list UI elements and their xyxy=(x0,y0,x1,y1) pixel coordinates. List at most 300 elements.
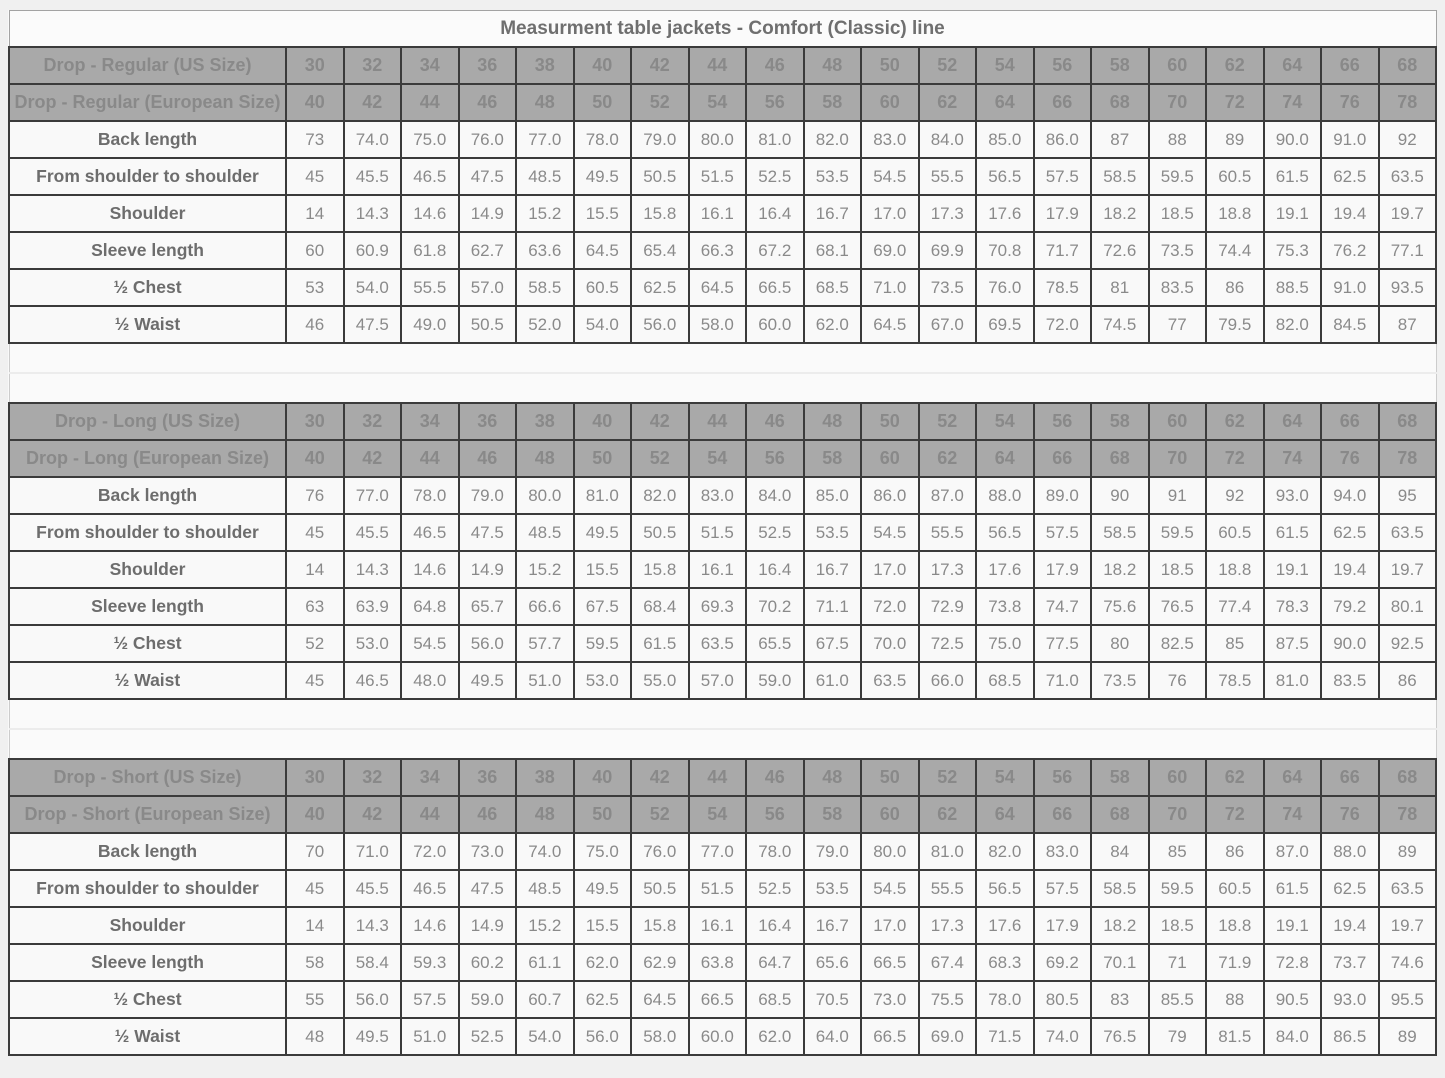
measure-value-cell: 50.5 xyxy=(459,306,517,343)
eu-size-header-cell: 74 xyxy=(1264,796,1322,833)
measure-value-cell: 85 xyxy=(1206,625,1264,662)
measure-value-cell: 46.5 xyxy=(401,514,459,551)
measure-value-cell: 82.0 xyxy=(976,833,1034,870)
measure-value-cell: 70 xyxy=(286,833,344,870)
measure-value-cell: 54.5 xyxy=(861,158,919,195)
eu-size-header-cell: 70 xyxy=(1149,796,1207,833)
eu-size-header-cell: 72 xyxy=(1206,440,1264,477)
measure-value-cell: 16.1 xyxy=(689,907,747,944)
eu-size-header-cell: 42 xyxy=(344,440,402,477)
eu-size-header-cell: 52 xyxy=(631,796,689,833)
measure-value-cell: 46 xyxy=(286,306,344,343)
eu-size-header-cell: 78 xyxy=(1379,84,1437,121)
measure-value-cell: 59.5 xyxy=(1149,514,1207,551)
measure-value-cell: 55.5 xyxy=(919,870,977,907)
measure-value-cell: 14.3 xyxy=(344,195,402,232)
table-title: Measurment table jackets - Comfort (Classic) line xyxy=(9,11,1436,48)
measure-value-cell: 79 xyxy=(1149,1018,1207,1055)
long-size-row-label: Drop - Long (US Size) xyxy=(9,403,286,440)
section-spacer-row xyxy=(9,699,1436,729)
short-measure-row xyxy=(9,981,1436,1018)
measure-value-cell: 82.0 xyxy=(804,121,862,158)
eu-size-header-cell: 52 xyxy=(631,440,689,477)
measure-value-cell: 55 xyxy=(286,981,344,1018)
measure-value-cell: 58.0 xyxy=(631,1018,689,1055)
measure-value-cell: 17.0 xyxy=(861,907,919,944)
measure-value-cell: 67.5 xyxy=(804,625,862,662)
measure-value-cell: 16.1 xyxy=(689,195,747,232)
measure-value-cell: 81.0 xyxy=(1264,662,1322,699)
measure-value-cell: 94.0 xyxy=(1321,477,1379,514)
measure-row-label: ½ Chest xyxy=(9,981,286,1018)
measure-value-cell: 64.7 xyxy=(746,944,804,981)
eu-size-header-cell: 64 xyxy=(976,796,1034,833)
measure-value-cell: 75.0 xyxy=(574,833,632,870)
measure-value-cell: 60.0 xyxy=(689,1018,747,1055)
measure-value-cell: 48.5 xyxy=(516,870,574,907)
measure-value-cell: 15.5 xyxy=(574,551,632,588)
measure-value-cell: 80.0 xyxy=(689,121,747,158)
measure-value-cell: 76.0 xyxy=(631,833,689,870)
measure-value-cell: 61.5 xyxy=(1264,514,1322,551)
measure-value-cell: 45 xyxy=(286,158,344,195)
measure-value-cell: 78.5 xyxy=(1034,269,1092,306)
section-spacer-cell xyxy=(9,373,1436,403)
measure-value-cell: 83 xyxy=(1091,981,1149,1018)
measure-value-cell: 72.5 xyxy=(919,625,977,662)
measure-value-cell: 49.0 xyxy=(401,306,459,343)
measurement-table-body xyxy=(9,47,1436,1055)
measure-row-label: ½ Waist xyxy=(9,1018,286,1055)
measure-value-cell: 92 xyxy=(1206,477,1264,514)
measure-value-cell: 69.5 xyxy=(976,306,1034,343)
measure-value-cell: 72.0 xyxy=(1034,306,1092,343)
measure-value-cell: 79.5 xyxy=(1206,306,1264,343)
regular-eu-size-row xyxy=(9,84,1436,121)
measure-value-cell: 71.5 xyxy=(976,1018,1034,1055)
measure-value-cell: 59.0 xyxy=(746,662,804,699)
measure-value-cell: 90.0 xyxy=(1264,121,1322,158)
measure-value-cell: 18.2 xyxy=(1091,907,1149,944)
measure-value-cell: 59.5 xyxy=(1149,158,1207,195)
measure-value-cell: 53.5 xyxy=(804,870,862,907)
eu-size-header-cell: 64 xyxy=(976,84,1034,121)
regular-measure-row xyxy=(9,232,1436,269)
measure-value-cell: 78.0 xyxy=(574,121,632,158)
measure-value-cell: 78.0 xyxy=(976,981,1034,1018)
measure-value-cell: 70.8 xyxy=(976,232,1034,269)
measure-value-cell: 84.0 xyxy=(746,477,804,514)
measure-value-cell: 75.0 xyxy=(976,625,1034,662)
measure-value-cell: 64.5 xyxy=(861,306,919,343)
measure-value-cell: 64.5 xyxy=(574,232,632,269)
us-size-header-cell: 40 xyxy=(574,403,632,440)
eu-size-header-cell: 68 xyxy=(1091,440,1149,477)
measure-value-cell: 87.0 xyxy=(919,477,977,514)
measure-value-cell: 52.5 xyxy=(746,514,804,551)
measure-value-cell: 71.7 xyxy=(1034,232,1092,269)
us-size-header-cell: 56 xyxy=(1034,759,1092,796)
measure-value-cell: 70.2 xyxy=(746,588,804,625)
measure-value-cell: 86 xyxy=(1379,662,1437,699)
eu-size-header-cell: 54 xyxy=(689,84,747,121)
measure-value-cell: 56.0 xyxy=(574,1018,632,1055)
us-size-header-cell: 64 xyxy=(1264,759,1322,796)
eu-size-header-cell: 68 xyxy=(1091,796,1149,833)
measure-value-cell: 46.5 xyxy=(401,870,459,907)
measure-value-cell: 95.5 xyxy=(1379,981,1437,1018)
measure-value-cell: 72.0 xyxy=(861,588,919,625)
short-us-size-row xyxy=(9,759,1436,796)
measure-value-cell: 78.0 xyxy=(401,477,459,514)
measure-value-cell: 81.0 xyxy=(919,833,977,870)
measure-value-cell: 91 xyxy=(1149,477,1207,514)
measure-value-cell: 45.5 xyxy=(344,514,402,551)
measure-value-cell: 17.3 xyxy=(919,907,977,944)
eu-size-header-cell: 74 xyxy=(1264,440,1322,477)
measure-value-cell: 16.7 xyxy=(804,195,862,232)
measure-value-cell: 90.0 xyxy=(1321,625,1379,662)
measure-value-cell: 18.8 xyxy=(1206,551,1264,588)
measure-value-cell: 19.1 xyxy=(1264,195,1322,232)
measure-value-cell: 14.6 xyxy=(401,551,459,588)
measure-value-cell: 67.4 xyxy=(919,944,977,981)
measure-value-cell: 58.5 xyxy=(516,269,574,306)
measure-value-cell: 89 xyxy=(1206,121,1264,158)
measure-value-cell: 54.0 xyxy=(344,269,402,306)
measure-value-cell: 16.4 xyxy=(746,195,804,232)
measure-row-label: From shoulder to shoulder xyxy=(9,870,286,907)
measure-value-cell: 57.5 xyxy=(1034,870,1092,907)
measure-value-cell: 74.0 xyxy=(1034,1018,1092,1055)
measure-value-cell: 53.5 xyxy=(804,514,862,551)
measure-value-cell: 15.2 xyxy=(516,195,574,232)
measure-value-cell: 14 xyxy=(286,551,344,588)
us-size-header-cell: 52 xyxy=(919,759,977,796)
measure-value-cell: 65.6 xyxy=(804,944,862,981)
us-size-header-cell: 66 xyxy=(1321,403,1379,440)
measure-value-cell: 83.5 xyxy=(1149,269,1207,306)
measure-row-label: Shoulder xyxy=(9,195,286,232)
measure-value-cell: 68.5 xyxy=(746,981,804,1018)
measure-value-cell: 81.0 xyxy=(746,121,804,158)
eu-size-header-cell: 66 xyxy=(1034,796,1092,833)
measure-value-cell: 88 xyxy=(1206,981,1264,1018)
us-size-header-cell: 46 xyxy=(746,759,804,796)
us-size-header-cell: 50 xyxy=(861,47,919,84)
measure-value-cell: 56.0 xyxy=(459,625,517,662)
measure-value-cell: 54.5 xyxy=(861,514,919,551)
eu-size-header-cell: 76 xyxy=(1321,84,1379,121)
measure-value-cell: 49.5 xyxy=(459,662,517,699)
measure-value-cell: 14.9 xyxy=(459,907,517,944)
us-size-header-cell: 44 xyxy=(689,403,747,440)
measure-row-label: Sleeve length xyxy=(9,588,286,625)
measure-value-cell: 93.0 xyxy=(1321,981,1379,1018)
measure-value-cell: 64.8 xyxy=(401,588,459,625)
measure-value-cell: 57.7 xyxy=(516,625,574,662)
us-size-header-cell: 32 xyxy=(344,759,402,796)
measure-value-cell: 45 xyxy=(286,662,344,699)
measure-value-cell: 49.5 xyxy=(574,870,632,907)
measure-value-cell: 50.5 xyxy=(631,514,689,551)
eu-size-header-cell: 46 xyxy=(459,440,517,477)
measure-value-cell: 53.0 xyxy=(574,662,632,699)
measure-value-cell: 64.0 xyxy=(804,1018,862,1055)
measure-value-cell: 82.0 xyxy=(1264,306,1322,343)
measure-value-cell: 14.3 xyxy=(344,551,402,588)
measure-value-cell: 87.0 xyxy=(1264,833,1322,870)
measure-value-cell: 73.0 xyxy=(861,981,919,1018)
measure-value-cell: 51.0 xyxy=(516,662,574,699)
measure-row-label: Shoulder xyxy=(9,551,286,588)
measure-value-cell: 68.5 xyxy=(804,269,862,306)
measure-value-cell: 79.0 xyxy=(459,477,517,514)
measure-value-cell: 95 xyxy=(1379,477,1437,514)
measure-value-cell: 90 xyxy=(1091,477,1149,514)
measure-value-cell: 51.0 xyxy=(401,1018,459,1055)
measure-value-cell: 61.1 xyxy=(516,944,574,981)
measure-value-cell: 49.5 xyxy=(574,158,632,195)
eu-size-header-cell: 60 xyxy=(861,440,919,477)
measure-value-cell: 56.5 xyxy=(976,870,1034,907)
measure-value-cell: 73.5 xyxy=(1149,232,1207,269)
measure-value-cell: 60.2 xyxy=(459,944,517,981)
measure-value-cell: 15.8 xyxy=(631,907,689,944)
section-spacer-cell xyxy=(9,343,1436,373)
long-measure-row xyxy=(9,551,1436,588)
regular-size-row-label: Drop - Regular (US Size) xyxy=(9,47,286,84)
measure-value-cell: 19.4 xyxy=(1321,195,1379,232)
eu-size-header-cell: 54 xyxy=(689,440,747,477)
measure-value-cell: 17.3 xyxy=(919,551,977,588)
measure-value-cell: 47.5 xyxy=(459,870,517,907)
measure-value-cell: 83.0 xyxy=(861,121,919,158)
eu-size-header-cell: 72 xyxy=(1206,84,1264,121)
us-size-header-cell: 58 xyxy=(1091,47,1149,84)
us-size-header-cell: 46 xyxy=(746,47,804,84)
us-size-header-cell: 68 xyxy=(1379,403,1437,440)
measure-value-cell: 92.5 xyxy=(1379,625,1437,662)
measure-value-cell: 77.5 xyxy=(1034,625,1092,662)
measure-row-label: Back length xyxy=(9,477,286,514)
measure-value-cell: 69.9 xyxy=(919,232,977,269)
measure-value-cell: 16.4 xyxy=(746,907,804,944)
measure-value-cell: 67.5 xyxy=(574,588,632,625)
eu-size-header-cell: 44 xyxy=(401,84,459,121)
measure-value-cell: 46.5 xyxy=(344,662,402,699)
us-size-header-cell: 36 xyxy=(459,403,517,440)
measure-value-cell: 76.0 xyxy=(976,269,1034,306)
measure-value-cell: 53.0 xyxy=(344,625,402,662)
measure-value-cell: 79.0 xyxy=(631,121,689,158)
measure-value-cell: 86.0 xyxy=(861,477,919,514)
measure-value-cell: 66.5 xyxy=(689,981,747,1018)
measure-value-cell: 67.0 xyxy=(919,306,977,343)
measure-value-cell: 83.0 xyxy=(689,477,747,514)
eu-size-header-cell: 72 xyxy=(1206,796,1264,833)
measure-value-cell: 84.0 xyxy=(1264,1018,1322,1055)
measure-value-cell: 73.8 xyxy=(976,588,1034,625)
regular-measure-row xyxy=(9,121,1436,158)
measure-value-cell: 62.5 xyxy=(574,981,632,1018)
measure-value-cell: 16.4 xyxy=(746,551,804,588)
measure-value-cell: 57.0 xyxy=(459,269,517,306)
us-size-header-cell: 40 xyxy=(574,759,632,796)
measure-value-cell: 14.9 xyxy=(459,195,517,232)
us-size-header-cell: 36 xyxy=(459,759,517,796)
measure-value-cell: 62.9 xyxy=(631,944,689,981)
measure-value-cell: 47.5 xyxy=(459,514,517,551)
measure-value-cell: 48.0 xyxy=(401,662,459,699)
regular-measure-row xyxy=(9,269,1436,306)
us-size-header-cell: 48 xyxy=(804,759,862,796)
measure-value-cell: 70.0 xyxy=(861,625,919,662)
measure-value-cell: 17.9 xyxy=(1034,195,1092,232)
measure-value-cell: 63.5 xyxy=(861,662,919,699)
measure-row-label: Back length xyxy=(9,121,286,158)
measure-value-cell: 58.5 xyxy=(1091,514,1149,551)
measure-value-cell: 73.7 xyxy=(1321,944,1379,981)
measure-value-cell: 51.5 xyxy=(689,514,747,551)
measure-value-cell: 52.0 xyxy=(516,306,574,343)
measure-value-cell: 66.3 xyxy=(689,232,747,269)
measure-value-cell: 55.0 xyxy=(631,662,689,699)
measure-value-cell: 16.7 xyxy=(804,551,862,588)
us-size-header-cell: 60 xyxy=(1149,403,1207,440)
eu-size-header-cell: 66 xyxy=(1034,84,1092,121)
measure-value-cell: 82.5 xyxy=(1149,625,1207,662)
eu-size-header-cell: 50 xyxy=(574,796,632,833)
us-size-header-cell: 58 xyxy=(1091,403,1149,440)
measure-value-cell: 66.5 xyxy=(746,269,804,306)
measure-value-cell: 61.0 xyxy=(804,662,862,699)
regular-measure-row xyxy=(9,158,1436,195)
us-size-header-cell: 52 xyxy=(919,403,977,440)
measure-value-cell: 75.6 xyxy=(1091,588,1149,625)
measure-value-cell: 81.0 xyxy=(574,477,632,514)
measure-value-cell: 48 xyxy=(286,1018,344,1055)
us-size-header-cell: 48 xyxy=(804,403,862,440)
measure-value-cell: 71 xyxy=(1149,944,1207,981)
measure-value-cell: 83.5 xyxy=(1321,662,1379,699)
measure-value-cell: 60.0 xyxy=(746,306,804,343)
measure-value-cell: 17.0 xyxy=(861,195,919,232)
measure-value-cell: 72.6 xyxy=(1091,232,1149,269)
measure-value-cell: 18.2 xyxy=(1091,551,1149,588)
measure-value-cell: 62.5 xyxy=(1321,514,1379,551)
measure-value-cell: 49.5 xyxy=(574,514,632,551)
measure-value-cell: 62.5 xyxy=(1321,870,1379,907)
measure-value-cell: 85.5 xyxy=(1149,981,1207,1018)
measure-value-cell: 55.5 xyxy=(401,269,459,306)
measure-value-cell: 85 xyxy=(1149,833,1207,870)
us-size-header-cell: 68 xyxy=(1379,759,1437,796)
us-size-header-cell: 66 xyxy=(1321,759,1379,796)
us-size-header-cell: 38 xyxy=(516,403,574,440)
eu-size-header-cell: 70 xyxy=(1149,84,1207,121)
eu-size-header-cell: 50 xyxy=(574,84,632,121)
us-size-header-cell: 58 xyxy=(1091,759,1149,796)
us-size-header-cell: 42 xyxy=(631,759,689,796)
measure-value-cell: 15.5 xyxy=(574,907,632,944)
table-title-row xyxy=(9,11,1436,48)
measure-value-cell: 19.1 xyxy=(1264,907,1322,944)
eu-size-header-cell: 76 xyxy=(1321,796,1379,833)
section-spacer-cell xyxy=(9,699,1436,729)
measure-value-cell: 61.5 xyxy=(631,625,689,662)
measure-value-cell: 68.1 xyxy=(804,232,862,269)
regular-measure-row xyxy=(9,306,1436,343)
measure-value-cell: 16.1 xyxy=(689,551,747,588)
eu-size-header-cell: 78 xyxy=(1379,796,1437,833)
measure-value-cell: 58.0 xyxy=(689,306,747,343)
measure-value-cell: 85.0 xyxy=(804,477,862,514)
measure-value-cell: 82.0 xyxy=(631,477,689,514)
us-size-header-cell: 38 xyxy=(516,759,574,796)
measure-value-cell: 15.2 xyxy=(516,907,574,944)
us-size-header-cell: 34 xyxy=(401,403,459,440)
us-size-header-cell: 38 xyxy=(516,47,574,84)
measure-value-cell: 75.5 xyxy=(919,981,977,1018)
eu-size-header-cell: 44 xyxy=(401,440,459,477)
measure-value-cell: 15.2 xyxy=(516,551,574,588)
measure-value-cell: 14 xyxy=(286,907,344,944)
eu-size-header-cell: 56 xyxy=(746,440,804,477)
measure-value-cell: 60.9 xyxy=(344,232,402,269)
long-measure-row xyxy=(9,662,1436,699)
short-size-row-label: Drop - Short (European Size) xyxy=(9,796,286,833)
measure-value-cell: 71.0 xyxy=(861,269,919,306)
eu-size-header-cell: 46 xyxy=(459,84,517,121)
measure-row-label: Back length xyxy=(9,833,286,870)
measure-value-cell: 15.5 xyxy=(574,195,632,232)
measure-value-cell: 59.5 xyxy=(1149,870,1207,907)
eu-size-header-cell: 62 xyxy=(919,440,977,477)
eu-size-header-cell: 52 xyxy=(631,84,689,121)
measure-value-cell: 65.4 xyxy=(631,232,689,269)
us-size-header-cell: 34 xyxy=(401,759,459,796)
measure-value-cell: 19.7 xyxy=(1379,551,1437,588)
measure-value-cell: 63.5 xyxy=(1379,158,1437,195)
measure-value-cell: 45 xyxy=(286,514,344,551)
regular-measure-row xyxy=(9,195,1436,232)
measure-value-cell: 70.5 xyxy=(804,981,862,1018)
measure-value-cell: 19.1 xyxy=(1264,551,1322,588)
measure-value-cell: 75.0 xyxy=(401,121,459,158)
us-size-header-cell: 46 xyxy=(746,403,804,440)
measure-value-cell: 57.5 xyxy=(1034,158,1092,195)
eu-size-header-cell: 50 xyxy=(574,440,632,477)
measure-value-cell: 48.5 xyxy=(516,514,574,551)
measure-value-cell: 63.5 xyxy=(1379,870,1437,907)
measure-row-label: ½ Chest xyxy=(9,269,286,306)
eu-size-header-cell: 62 xyxy=(919,796,977,833)
eu-size-header-cell: 68 xyxy=(1091,84,1149,121)
measure-value-cell: 76.0 xyxy=(459,121,517,158)
long-eu-size-row xyxy=(9,440,1436,477)
us-size-header-cell: 64 xyxy=(1264,47,1322,84)
long-measure-row xyxy=(9,625,1436,662)
measure-value-cell: 57.5 xyxy=(1034,514,1092,551)
eu-size-header-cell: 44 xyxy=(401,796,459,833)
measure-value-cell: 67.2 xyxy=(746,232,804,269)
measure-value-cell: 84 xyxy=(1091,833,1149,870)
measure-value-cell: 72.8 xyxy=(1264,944,1322,981)
us-size-header-cell: 50 xyxy=(861,759,919,796)
measure-value-cell: 58.5 xyxy=(1091,870,1149,907)
measure-value-cell: 80.0 xyxy=(861,833,919,870)
